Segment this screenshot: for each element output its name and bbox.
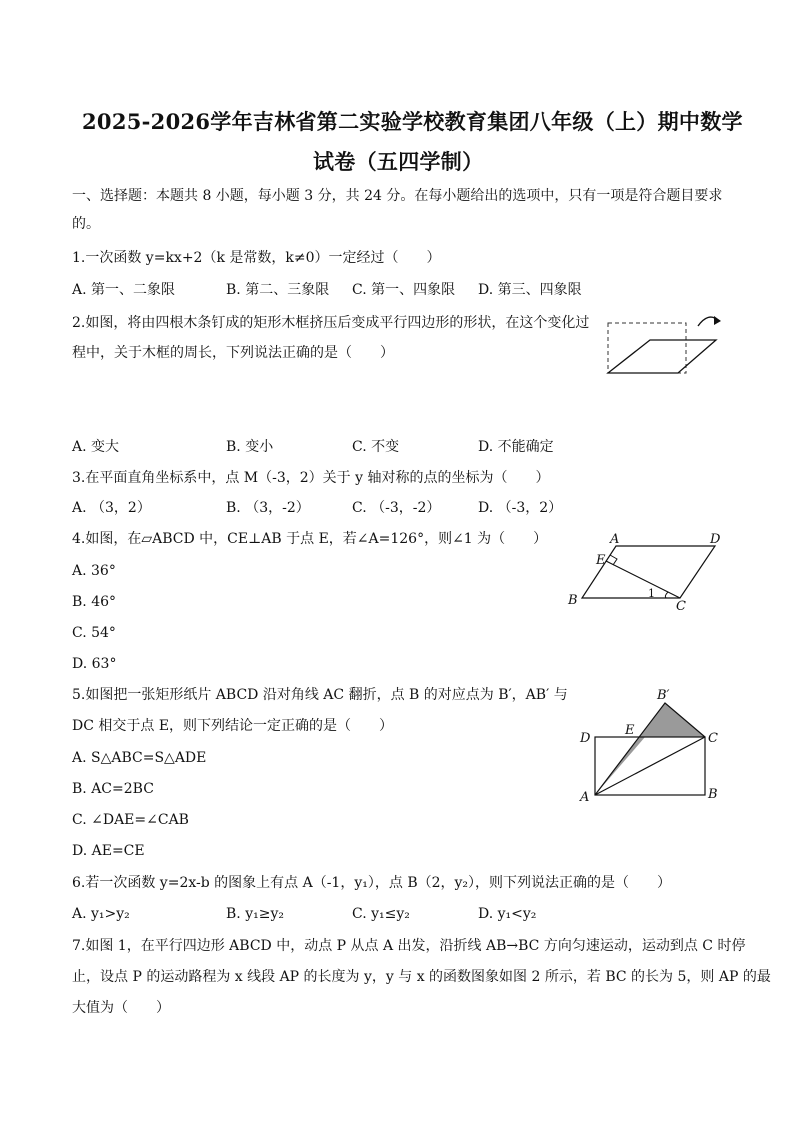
label-d: D (710, 532, 721, 547)
q2-option-d: D. 不能确定 (478, 439, 554, 455)
rectangle-frame-dashed (608, 323, 686, 373)
q2-option-c: C. 不变 (352, 439, 400, 455)
q6-option-a: A. y₁>y₂ (72, 906, 130, 922)
question-2-stem-cont: 程中，关于木框的周长，下列说法正确的是（ ） (72, 345, 394, 361)
segment-ce (606, 561, 680, 598)
q2-option-a: A. 变大 (72, 439, 120, 455)
q1-option-c: C. 第一、四象限 (352, 282, 456, 298)
label-c: C (676, 599, 686, 614)
label-b: B (708, 787, 718, 802)
q3-option-d: D. （-3，2） (478, 500, 563, 516)
q4-option-d: D. 63° (72, 656, 117, 672)
q4-parallelogram-figure (560, 528, 730, 613)
question-7-stem-cont2: 大值为（ ） (72, 1000, 170, 1016)
q1-option-b: B. 第二、三象限 (226, 282, 330, 298)
question-6-stem: 6.若一次函数 y=2x-b 的图象上有点 A（-1，y₁），点 B（2，y₂），则下列说法正确的是（ ） (72, 875, 672, 891)
label-a: A (610, 532, 620, 547)
q2-option-b: B. 变小 (226, 439, 274, 455)
label-e: E (596, 553, 606, 568)
page-title: 2025-2026学年吉林省第二实验学校教育集团八年级（上）期中数学 (82, 109, 743, 134)
q5-option-b: B. AC=2BC (72, 781, 154, 797)
question-5-stem-cont: DC 相交于点 E，则下列结论一定正确的是（ ） (72, 718, 394, 734)
q4-option-c: C. 54° (72, 625, 116, 641)
q4-option-a: A. 36° (72, 563, 116, 579)
question-7-stem-cont: 止，设点 P 的运动路程为 x 线段 AP 的长度为 y，y 与 x 的函数图象如图 2 所示，若 BC 的长为 5，则 AP 的最 (72, 969, 771, 985)
label-b: B (568, 593, 578, 608)
page-subtitle: 试卷（五四学制） (313, 149, 484, 174)
label-angle-1: 1 (648, 587, 655, 600)
shaded-triangle (595, 703, 705, 795)
label-e: E (625, 723, 635, 738)
q2-frame-figure (600, 310, 730, 380)
q6-option-d: D. y₁<y₂ (478, 906, 537, 922)
question-7-stem: 7.如图 1，在平行四边形 ABCD 中，动点 P 从点 A 出发，沿折线 AB→BC 方向匀速运动，运动到点 C 时停 (72, 938, 746, 954)
section-heading-cont: 的。 (72, 216, 100, 232)
question-4-stem: 4.如图，在▱ABCD 中，CE⊥AB 于点 E，若∠A=126°，则∠1 为（ ） (72, 531, 548, 547)
arrow-head-icon (714, 316, 721, 325)
q4-option-b: B. 46° (72, 594, 117, 610)
q3-option-c: C. （-3，-2） (352, 500, 441, 516)
q1-option-d: D. 第三、四象限 (478, 282, 582, 298)
q5-option-d: D. AE=CE (72, 843, 145, 859)
q5-option-a: A. S△ABC=S△ADE (72, 750, 207, 766)
question-5-stem: 5.如图把一张矩形纸片 ABCD 沿对角线 AC 翻折，点 B 的对应点为 B′，AB′ 与 (72, 687, 568, 703)
section-heading: 一、选择题：本题共 8 小题，每小题 3 分，共 24 分。在每小题给出的选项中，只有一项是符合题目要求 (72, 188, 723, 204)
q6-option-b: B. y₁≥y₂ (226, 906, 284, 922)
parallelogram-frame (608, 340, 716, 373)
q3-option-a: A. （3，2） (72, 500, 151, 516)
q6-option-c: C. y₁≤y₂ (352, 906, 410, 922)
q5-folded-rectangle-figure (575, 685, 735, 810)
q1-option-a: A. 第一、二象限 (72, 282, 176, 298)
question-1-stem: 1.一次函数 y=kx+2（k 是常数，k≠0）一定经过（ ） (72, 250, 441, 266)
diagonal-ac (595, 737, 705, 795)
label-d: D (580, 731, 591, 746)
question-3-stem: 3.在平面直角坐标系中，点 M（-3，2）关于 y 轴对称的点的坐标为（ ） (72, 470, 550, 486)
q3-option-b: B. （3，-2） (226, 500, 310, 516)
q5-option-c: C. ∠DAE=∠CAB (72, 812, 189, 828)
label-b-prime: B′ (657, 688, 670, 703)
angle-arc (665, 592, 668, 598)
folded-sides (595, 703, 705, 795)
question-2-stem: 2.如图，将由四根木条钉成的矩形木框挤压后变成平行四边形的形状，在这个变化过 (72, 315, 590, 331)
label-c: C (708, 731, 718, 746)
label-a: A (580, 790, 590, 805)
